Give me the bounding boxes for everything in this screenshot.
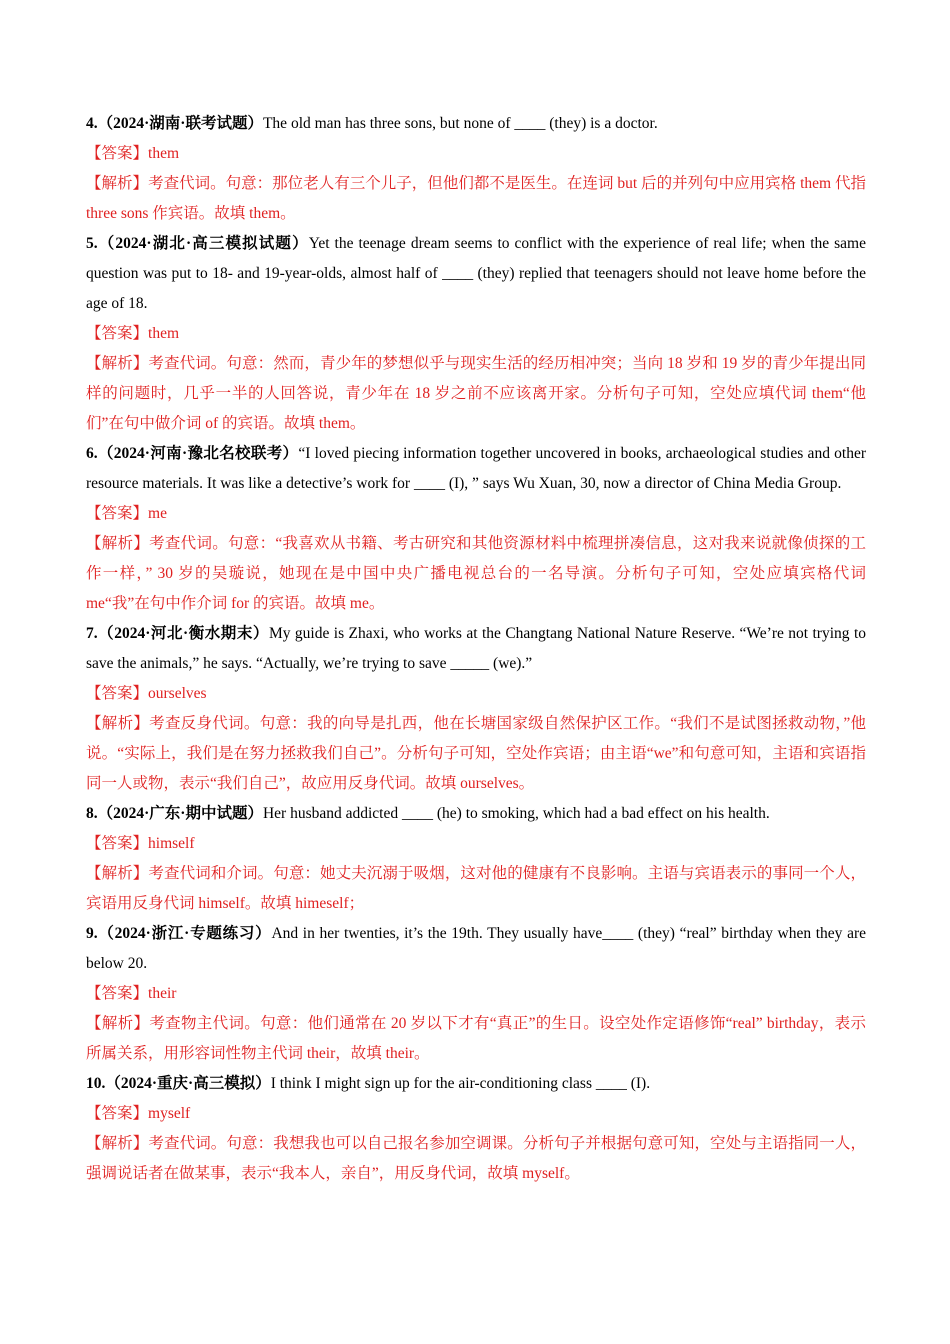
question-source: （2024·广东·期中试题） [97,805,263,822]
answer-value: their [148,985,177,1002]
question-6 [86,439,866,499]
analysis-label: 【解析】 [86,715,150,732]
answer-value: himself [148,835,195,852]
question-text: “I loved piecing information together uncovered in books, archaeological studies and other resource materials. It was like a detective’s work for ____ (I), ” says Wu Xuan, 30, now a director of China Media Group. [86,445,867,492]
question-block-10 [86,1069,866,1189]
answer-9 [86,979,866,1009]
question-text: The old man has three sons, but none of ____ (they) is a doctor. [262,115,658,132]
answer-value: them [148,145,180,162]
question-number: 7. [86,625,98,642]
question-10 [86,1069,866,1099]
answer-value: ourselves [148,685,207,702]
analysis-label: 【解析】 [86,1015,150,1032]
answer-value: me [148,505,167,522]
analysis-text: 考查代词。句意：我想我也可以自己报名参加空调课。分析句子并根据句意可知，空处与主语指同一人，强调说话者在做某事，表示“我本人，亲自”，用反身代词，故填 myself。 [86,1135,866,1182]
question-text: Her husband addicted ____ (he) to smoking, which had a bad effect on his health. [262,805,770,822]
question-number: 6. [86,445,98,462]
answer-10 [86,1099,866,1129]
question-source: （2024·湖北·高三模拟试题） [97,235,309,252]
answer-5 [86,319,866,349]
question-9 [86,919,866,979]
question-5 [86,229,866,319]
answer-label: 【答案】 [86,985,149,1002]
analysis-text: 考查物主代词。句意：他们通常在 20 岁以下才有“真正”的生日。设空处作定语修饰“real” birthday，表示所属关系，用形容词性物主代词 their，故填 their。 [86,1015,866,1062]
answer-7 [86,679,866,709]
analysis-8 [86,859,866,919]
question-number: 10. [86,1075,106,1092]
question-number: 4. [86,115,98,132]
question-source: （2024·浙江·专题练习） [97,925,272,942]
answer-value: them [148,325,180,342]
question-block-6 [86,439,866,619]
answer-label: 【答案】 [86,145,149,162]
question-number: 5. [86,235,98,252]
question-block-7 [86,619,866,799]
question-text: And in her twenties, it’s the 19th. They usually have____ (they) “real” birthday when they are below 20. [86,925,866,972]
analysis-4 [86,169,866,229]
analysis-label: 【解析】 [86,175,149,192]
answer-value: myself [148,1105,191,1122]
answer-label: 【答案】 [86,835,149,852]
question-block-9 [86,919,866,1069]
question-block-8 [86,799,866,919]
answer-label: 【答案】 [86,505,149,522]
question-4 [86,109,866,139]
question-source: （2024·湖南·联考试题） [97,115,263,132]
question-block-4 [86,109,866,229]
question-number: 8. [86,805,98,822]
question-source: （2024·河北·衡水期末） [97,625,269,642]
answer-label: 【答案】 [86,325,149,342]
analysis-label: 【解析】 [86,865,149,882]
analysis-10 [86,1129,866,1189]
question-number: 9. [86,925,98,942]
question-source: （2024·重庆·高三模拟） [105,1075,271,1092]
question-7 [86,619,866,679]
question-text: Yet the teenage dream seems to conflict with the experience of real life; when the same question was put to 18- and 19-year-olds, almost half of ____ (they) replied that teenagers should not leave home before the age of 18. [86,235,866,312]
analysis-text: 考查代词。句意：“我喜欢从书籍、考古研究和其他资源材料中梳理拼凑信息，这对我来说就像侦探的工作一样，” 30 岁的吴璇说，她现在是中国中央广播电视总台的一名导演。分析句子可知，空处应填宾格代词 me“我”在句中作介词 for 的宾语。故填 me。 [86,535,866,612]
analysis-9 [86,1009,866,1069]
answer-8 [86,829,866,859]
answer-label: 【答案】 [86,685,149,702]
analysis-7 [86,709,866,799]
analysis-label: 【解析】 [86,1135,149,1152]
analysis-text: 考查代词和介词。句意：她丈夫沉溺于吸烟，这对他的健康有不良影响。主语与宾语表示的事同一个人，宾语用反身代词 himself。故填 himeself； [86,865,866,912]
analysis-text: 考查反身代词。句意：我的向导是扎西，他在长塘国家级自然保护区工作。“我们不是试图拯救动物，”他说。“实际上，我们是在努力拯救我们自己”。分析句子可知，空处作宾语；由主语“we”和句意可知，主语和宾语指同一人或物，表示“我们自己”，故应用反身代词。故填 ourselves。 [86,715,866,792]
question-text: My guide is Zhaxi, who works at the Changtang National Nature Reserve. “We’re not trying to save the animals,” he says. “Actually, we’re trying to save _____ (we).” [86,625,866,672]
analysis-6 [86,529,866,619]
answer-6 [86,499,866,529]
question-block-5 [86,229,866,439]
analysis-label: 【解析】 [86,535,150,552]
answer-4 [86,139,866,169]
analysis-text: 考查代词。句意：然而，青少年的梦想似乎与现实生活的经历相冲突；当向 18 岁和 19 岁的青少年提出同样的问题时，几乎一半的人回答说，青少年在 18 岁之前不应该离开家。分析句子可知，空处应填代词 them“他们”在句中做介词 of 的宾语。故填 them。 [86,355,866,432]
question-source: （2024·河南·豫北名校联考） [97,445,299,462]
answer-label: 【答案】 [86,1105,149,1122]
question-text: I think I might sign up for the air-conditioning class ____ (I). [270,1075,651,1092]
question-8 [86,799,866,829]
analysis-text: 考查代词。句意：那位老人有三个儿子，但他们都不是医生。在连词 but 后的并列句中应用宾格 them 代指 three sons 作宾语。故填 them。 [86,175,866,222]
question-list [86,109,866,1189]
analysis-5 [86,349,866,439]
analysis-label: 【解析】 [86,355,149,372]
